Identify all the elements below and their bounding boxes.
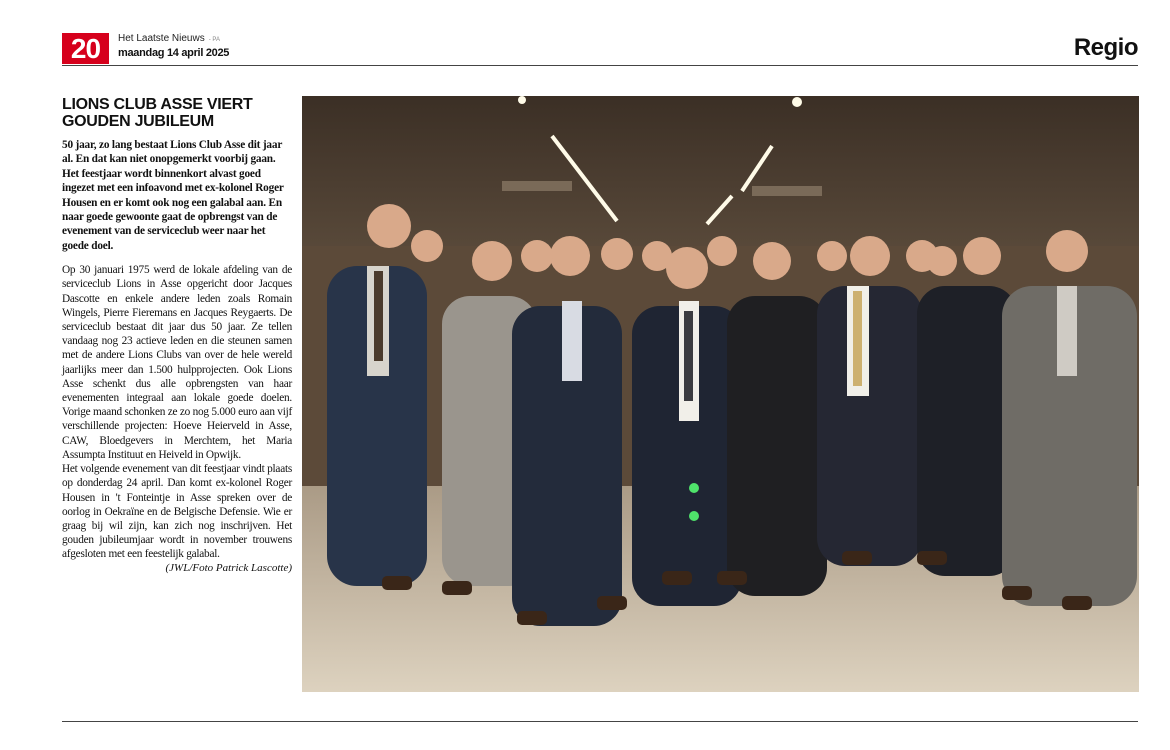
header-divider xyxy=(62,65,1138,66)
group-photo-illustration xyxy=(302,96,1139,692)
footer-divider xyxy=(62,721,1138,722)
photo-credit: (JWL/Foto Patrick Lascotte) xyxy=(165,561,292,574)
article xyxy=(62,96,292,574)
article-headline: LIONS CLUB ASSE VIERT GOUDEN JUBILEUM xyxy=(62,96,253,130)
article-paragraph-2: Het volgende evenement van dit feestjaar vindt plaats op donderdag 24 april. Dan komt ex-kolonel Roger Housen in 't Fonteintje in Asse spreken over de oorlog in Oekraïne en de Belgische Defensie. Wie er graag bij wil zijn, kan zich nog inschrijven. Het gouden jubileumjaar wordt in november trouwens afgesloten met een feestelijk galabal. xyxy=(62,463,292,561)
newspaper-tag: - PA xyxy=(208,37,220,43)
page-number: 20 xyxy=(62,33,109,64)
newspaper-name-text: Het Laatste Nieuws xyxy=(118,33,205,44)
newspaper-name xyxy=(118,33,220,44)
article-lead: 50 jaar, zo lang bestaat Lions Club Asse dit jaar al. En dat kan niet onopgemerkt voorbij gaan. Het feestjaar wordt binnenkort alvast goed ingezet met een infoavond met ex-kolonel Roger Housen en er komt ook nog een galabal aan. En naar goede gewoonte gaat de opbrengst van de evenement van de serviceclub weer naar het goede doel. xyxy=(62,139,284,252)
issue-date: maandag 14 april 2025 xyxy=(118,47,230,59)
article-paragraph-1: Op 30 januari 1975 werd de lokale afdeling van de serviceclub Lions in Asse opgericht door Jacques Dascotte en enkele andere leden zoals Romain Wingels, Pierre Fieremans en Jacques Reygaerts. De serviceclub bestaat dit jaar dus 50 jaar. Ze tellen vandaag nog 23 actieve leden en die steunen samen met de andere Lions Clubs van over de hele wereld jaarlijks meer dan 1.500 hulpprojecten. Ook Lions Asse schenkt dus alle opbrengsten van haar evenementen integraal aan lokale goede doelen. Vorige maand schonken ze zo nog 5.000 euro aan vijf verschillende projecten: Hoeve Heierveld in Asse, CAW, Bloedgevers in Merchtem, het Maria Assumpta Instituut en Heiveld in Opwijk. xyxy=(62,264,292,461)
section-title: Regio xyxy=(1073,34,1138,61)
group-photo xyxy=(302,96,1139,692)
